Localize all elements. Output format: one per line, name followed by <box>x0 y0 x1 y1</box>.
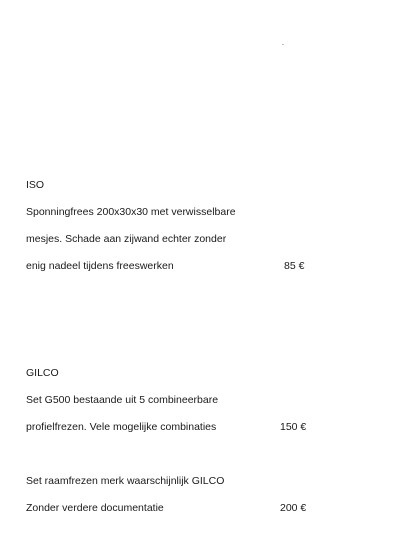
section-2-line-2: profielfrezen. Vele mogelijke combinaties <box>26 421 217 433</box>
section-3-price: 200 € <box>280 502 307 514</box>
section-1-line-1: Sponningfrees 200x30x30 met verwisselbare <box>26 206 236 218</box>
section-3-line-2: Zonder verdere documentatie <box>26 502 164 514</box>
scan-speck <box>282 44 284 45</box>
section-1-price: 85 € <box>284 260 305 272</box>
section-1-line-3: enig nadeel tijdens freeswerken <box>26 260 174 272</box>
section-2-price: 150 € <box>280 421 307 433</box>
section-1-brand: ISO <box>26 179 45 191</box>
section-2-line-1: Set G500 bestaande uit 5 combineerbare <box>26 394 219 406</box>
section-3-line-1: Set raamfrezen merk waarschijnlijk GILCO <box>26 475 225 487</box>
section-1-line-2: mesjes. Schade aan zijwand echter zonder <box>26 233 227 245</box>
section-2-brand: GILCO <box>26 367 59 379</box>
